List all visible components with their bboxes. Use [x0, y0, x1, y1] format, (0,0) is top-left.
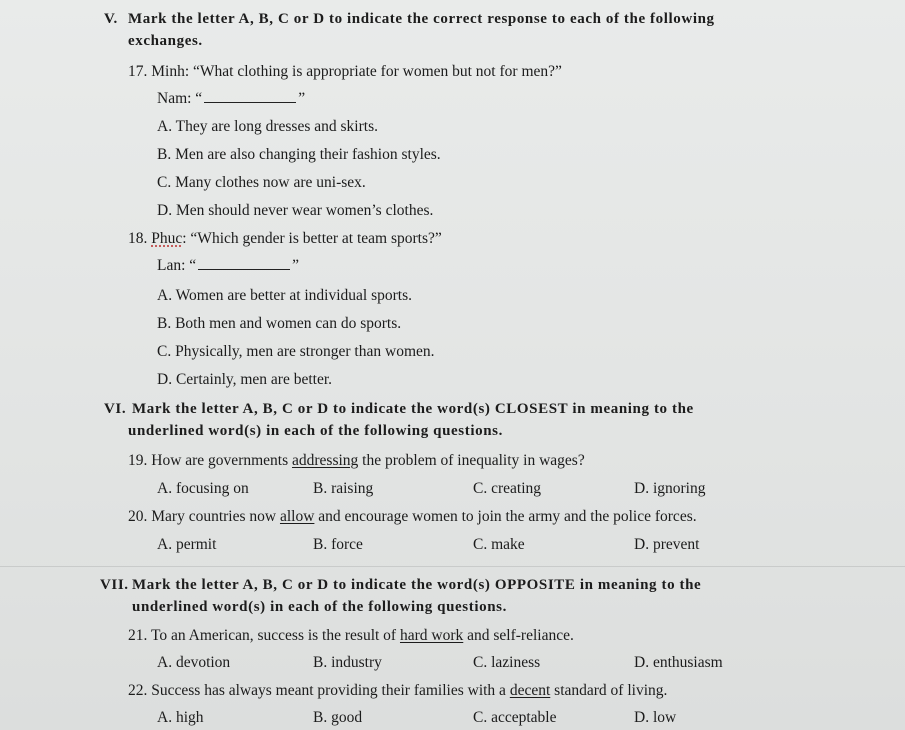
- question-20-stem: [128, 507, 697, 527]
- question-21-suffix: and self-reliance.: [463, 627, 574, 644]
- question-22-suffix: standard of living.: [550, 682, 668, 699]
- question-17-option-b: B. Men are also changing their fashion styles.: [157, 146, 441, 163]
- question-21-option-d: D. enthusiasm: [634, 654, 723, 671]
- question-20-option-b: B. force: [313, 536, 363, 553]
- section-6-number: VI.: [104, 401, 127, 417]
- question-19-option-d: D. ignoring: [634, 480, 706, 497]
- question-22-option-c: C. acceptable: [473, 709, 557, 726]
- section-7-instruction-line1: Mark the letter A, B, C or D to indicate the word(s) OPPOSITE in meaning to the: [132, 577, 702, 593]
- question-18-option-d: D. Certainly, men are better.: [157, 371, 333, 388]
- question-19-option-a: A. focusing on: [157, 480, 249, 497]
- section-7-number: VII.: [100, 577, 129, 593]
- question-21-option-a: A. devotion: [157, 654, 231, 671]
- question-18-text: : “Which gender is better at team sports?”: [182, 230, 442, 247]
- section-5-number: V.: [104, 11, 118, 27]
- question-18-option-b: B. Both men and women can do sports.: [157, 315, 402, 332]
- question-22-option-b: B. good: [313, 709, 363, 726]
- question-20-option-c: C. make: [473, 536, 525, 553]
- question-19-option-b: B. raising: [313, 480, 374, 497]
- question-20-underlined-word: allow: [279, 508, 315, 525]
- question-17-option-a: A. They are long dresses and skirts.: [157, 118, 378, 135]
- question-22-underlined-word: decent: [509, 682, 551, 699]
- section-5-heading: [104, 8, 804, 52]
- question-18-prefix: 18.: [128, 230, 152, 247]
- question-17-response: [157, 89, 305, 109]
- question-22-option-a: A. high: [157, 709, 204, 726]
- question-22-option-d: D. low: [634, 709, 677, 726]
- question-17-option-c: C. Many clothes now are uni-sex.: [157, 174, 366, 191]
- question-17-option-d: D. Men should never wear women’s clothes.: [157, 202, 434, 219]
- section-5-instruction-line1: Mark the letter A, B, C or D to indicate the correct response to each of the following: [128, 11, 715, 27]
- question-20-option-a: A. permit: [157, 536, 217, 553]
- section-6-instruction-line2: underlined word(s) in each of the following questions.: [128, 423, 503, 439]
- question-18-option-a: A. Women are better at individual sports.: [157, 287, 413, 304]
- question-20-prefix: 20. Mary countries now: [128, 508, 280, 525]
- question-19-suffix: the problem of inequality in wages?: [358, 452, 585, 469]
- question-21-option-b: B. industry: [313, 654, 382, 671]
- section-6-instruction-line1: Mark the letter A, B, C or D to indicate the word(s) CLOSEST in meaning to the: [132, 401, 694, 417]
- question-20-suffix: and encourage women to join the army and the police forces.: [314, 508, 697, 525]
- section-7-instruction-line2: underlined word(s) in each of the following questions.: [132, 599, 507, 615]
- question-18-close-quote: ”: [292, 257, 300, 274]
- question-19-option-c: C. creating: [473, 480, 542, 497]
- question-20-option-d: D. prevent: [634, 536, 700, 553]
- question-18-speaker-name: Phuc: [151, 230, 183, 247]
- question-19-prefix: 19. How are governments: [128, 452, 292, 469]
- question-19-stem: [128, 451, 585, 471]
- question-17-stem: 17. Minh: “What clothing is appropriate for women but not for men?”: [128, 63, 562, 80]
- question-18-stem: [128, 229, 442, 249]
- section-5-instruction-line2: exchanges.: [128, 33, 203, 49]
- question-17-close-quote: ”: [298, 90, 306, 107]
- question-17-speaker: Nam: “: [157, 90, 203, 107]
- question-21-prefix: 21. To an American, success is the result of: [128, 627, 400, 644]
- question-18-blank: [198, 257, 290, 270]
- question-17-blank: [204, 90, 296, 103]
- page-fold-line: [0, 566, 905, 567]
- question-18-option-c: C. Physically, men are stronger than women.: [157, 343, 435, 360]
- question-18-response: [157, 256, 299, 276]
- section-6-heading: [104, 398, 804, 442]
- question-21-option-c: C. laziness: [473, 654, 541, 671]
- question-22-stem: [128, 681, 667, 701]
- question-19-underlined-word: addressing: [292, 452, 359, 469]
- question-21-stem: [128, 626, 574, 646]
- question-18-speaker: Lan: “: [157, 257, 197, 274]
- section-7-heading: [100, 574, 800, 618]
- question-21-underlined-word: hard work: [399, 627, 464, 644]
- question-22-prefix: 22. Success has always meant providing their families with a: [128, 682, 510, 699]
